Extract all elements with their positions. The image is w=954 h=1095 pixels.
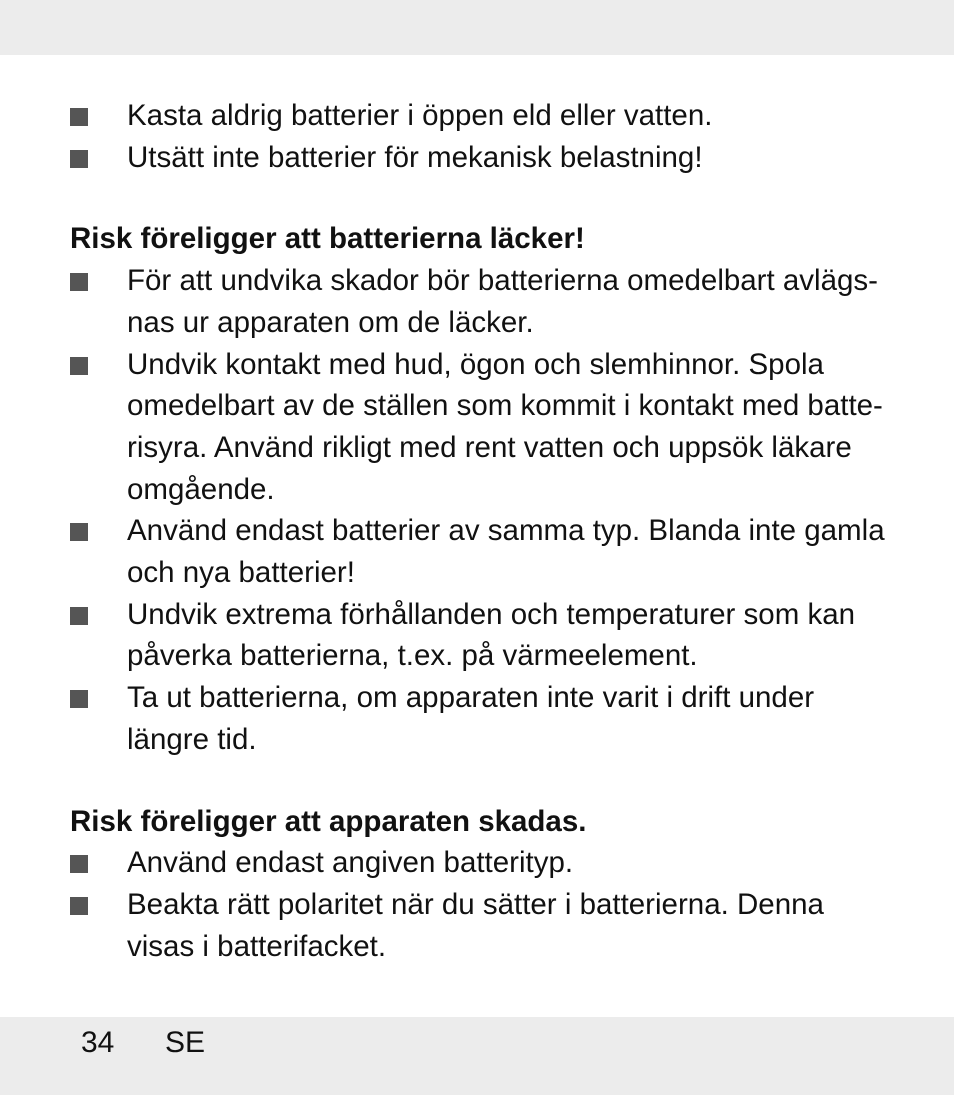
language-code: SE: [165, 1026, 206, 1059]
page-content: [70, 95, 890, 967]
list-item-text: För att undvika skador bör batterierna omedelbart avlägs-nas ur apparaten om de läcker.: [127, 264, 878, 339]
footer-band: [0, 1017, 954, 1095]
square-bullet-icon: [70, 855, 88, 873]
list-item: [70, 594, 890, 677]
section-heading: Risk föreligger att batterierna läcker!: [70, 222, 585, 256]
square-bullet-icon: [70, 273, 88, 291]
list-item: [70, 510, 890, 593]
list-item: [70, 137, 890, 179]
list-item-text: Beakta rätt polaritet när du sätter i batterierna. Denna visas i batterifacket.: [127, 887, 824, 963]
battery-safety-list: [70, 95, 890, 178]
device-damage-section: [70, 801, 890, 968]
list-item-text: Använd endast angiven batterityp.: [127, 846, 574, 880]
list-item-text: Undvik extrema förhållanden och temperaturer som kan påverka batterierna, t.ex. på värmeelement.: [127, 597, 856, 673]
list-item-text: Ta ut batterierna, om apparaten inte varit i drift under längre tid.: [127, 681, 815, 756]
list-item: [70, 344, 890, 511]
list-item: [70, 884, 890, 967]
section-heading: Risk föreligger att apparaten skadas.: [70, 804, 587, 838]
list-item: [70, 842, 890, 884]
square-bullet-icon: [70, 690, 88, 708]
list-item-text: Undvik kontakt med hud, ögon och slemhinnor. Spola omedelbart av de ställen som kommit i kontakt med batte-risyra. Använd rikligt med rent vatten och uppsök läkare omgående.: [127, 347, 883, 506]
list-item: [70, 95, 890, 137]
page-number: 34: [81, 1026, 115, 1059]
top-band: [0, 0, 954, 55]
list-item: [70, 677, 890, 760]
list-item-text: Kasta aldrig batterier i öppen eld eller vatten.: [127, 99, 713, 132]
list-item-text: Använd endast batterier av samma typ. Blanda inte gamla och nya batterier!: [127, 514, 885, 590]
list-item: [70, 260, 890, 343]
leak-risk-section: [70, 218, 890, 760]
square-bullet-icon: [70, 607, 88, 625]
list-item-text: Utsätt inte batterier för mekanisk belastning!: [127, 140, 703, 174]
square-bullet-icon: [70, 523, 88, 541]
square-bullet-icon: [70, 357, 88, 375]
square-bullet-icon: [70, 897, 88, 915]
square-bullet-icon: [70, 150, 88, 168]
square-bullet-icon: [70, 108, 88, 126]
